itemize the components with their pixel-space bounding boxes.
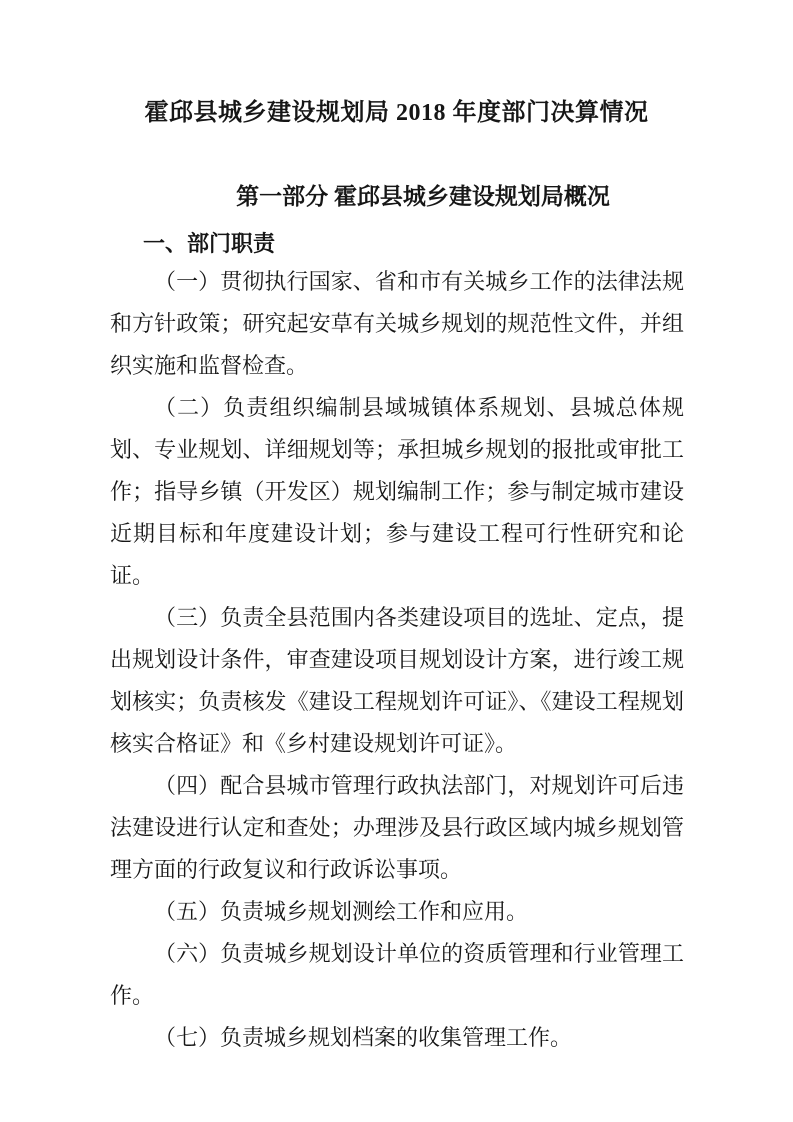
duty-paragraph: （六）负责城乡规划设计单位的资质管理和行业管理工作。 bbox=[110, 941, 684, 1008]
section-heading-department-duties: 一、部门职责 bbox=[143, 231, 276, 256]
duty-paragraph: （五）负责城乡规划测绘工作和应用。 bbox=[154, 899, 529, 924]
document-title: 霍邱县城乡建设规划局 2018 年度部门决算情况 bbox=[144, 100, 649, 126]
document-body bbox=[110, 261, 684, 1059]
duty-paragraph: （四）配合县城市管理行政执法部门，对规划许可后违法建设进行认定和查处；办理涉及县行政区域内城乡规划管理方面的行政复议和行政诉讼事项。 bbox=[110, 773, 684, 882]
duty-paragraph: （七）负责城乡规划档案的收集管理工作。 bbox=[154, 1025, 573, 1050]
duty-paragraph: （三）负责全县范围内各类建设项目的选址、定点，提出规划设计条件，审查建设项目规划设计方案，进行竣工规划核实；负责核发《建设工程规划许可证》、《建设工程规划核实合格证》和《乡村建设规划许可证》。 bbox=[110, 605, 684, 756]
duty-paragraph: （一）贯彻执行国家、省和市有关城乡工作的法律法规和方针政策；研究起安草有关城乡规划的规范性文件，并组织实施和监督检查。 bbox=[110, 269, 684, 378]
duty-paragraph: （二）负责组织编制县域城镇体系规划、县城总体规划、专业规划、详细规划等；承担城乡规划的报批或审批工作；指导乡镇（开发区）规划编制工作；参与制定城市建设近期目标和年度建设计划；参与建设工程可行性研究和论证。 bbox=[110, 395, 684, 588]
part-one-heading: 第一部分 霍邱县城乡建设规划局概况 bbox=[236, 184, 610, 209]
